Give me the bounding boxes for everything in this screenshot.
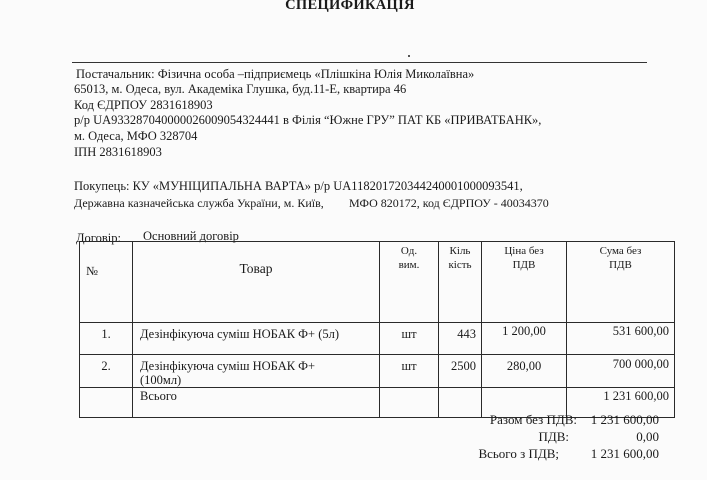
row-name-line: Дезінфікуюча суміш НОБАК Ф+ (5л) bbox=[140, 327, 340, 341]
header-num: № bbox=[80, 242, 133, 323]
total-with-vat-label: Всього з ПДВ; bbox=[478, 446, 559, 461]
supplier-ipn: ІПН 2831618903 bbox=[74, 145, 162, 159]
supplier-city-mfo: м. Одеса, МФО 328704 bbox=[74, 129, 198, 143]
row-price: 280,00 bbox=[482, 355, 567, 388]
vat-value: 0,00 bbox=[636, 429, 659, 444]
row-qty: 2500 bbox=[439, 355, 482, 388]
table-row bbox=[80, 323, 675, 355]
header-qty bbox=[439, 242, 482, 323]
total-no-vat-value: 1 231 600,00 bbox=[590, 412, 659, 427]
supplier-code: Код ЄДРПОУ 2831618903 bbox=[74, 98, 213, 112]
total-empty-qty bbox=[439, 388, 482, 418]
row-name bbox=[133, 323, 380, 355]
header-sum-2: ПДВ bbox=[609, 259, 632, 271]
row-name-line-2: (100мл) bbox=[140, 373, 182, 387]
total-label: Всього bbox=[133, 388, 380, 418]
vat-label: ПДВ: bbox=[538, 429, 569, 444]
header-name: Товар bbox=[133, 242, 380, 323]
row-sum: 531 600,00 bbox=[567, 323, 675, 355]
row-unit: шт bbox=[380, 355, 439, 388]
row-sum: 700 000,00 bbox=[567, 355, 675, 388]
header-divider bbox=[72, 62, 647, 63]
header-unit-2: вим. bbox=[398, 259, 420, 271]
document-title: СПЕЦИФИКАЦІЯ bbox=[285, 0, 415, 13]
table-header-row bbox=[80, 242, 675, 323]
total-empty-num bbox=[80, 388, 133, 418]
row-name bbox=[133, 355, 380, 388]
header-price-1: Ціна без bbox=[504, 245, 544, 257]
table-row bbox=[80, 355, 675, 388]
header-unit bbox=[380, 242, 439, 323]
total-empty-unit bbox=[380, 388, 439, 418]
row-name-line: Дезінфікуюча суміш НОБАК Ф+ bbox=[140, 359, 316, 373]
contract-label: Договір: bbox=[76, 231, 121, 245]
row-num: 1. bbox=[80, 323, 133, 355]
buyer-mfo-code: МФО 820172, код ЄДРПОУ - 40034370 bbox=[349, 196, 549, 210]
header-qty-1: Кіль bbox=[449, 245, 471, 257]
contract-value: Основний договір bbox=[143, 229, 239, 243]
table-total-row bbox=[80, 388, 675, 418]
specification-table bbox=[79, 241, 675, 418]
row-num: 2. bbox=[80, 355, 133, 388]
total-with-vat-value: 1 231 600,00 bbox=[590, 446, 659, 461]
supplier-line-1: Постачальник: Фізична особа –підприємець «Плішкіна Юлія Миколаївна» bbox=[76, 67, 475, 81]
row-unit: шт bbox=[380, 323, 439, 355]
total-sum: 1 231 600,00 bbox=[567, 388, 675, 418]
header-sum bbox=[567, 242, 675, 323]
supplier-address: 65013, м. Одеса, вул. Академіка Глушка, буд.11-Е, квартира 46 bbox=[74, 82, 407, 96]
header-price bbox=[482, 242, 567, 323]
header-unit-1: Од. bbox=[400, 245, 418, 257]
buyer-treasury: Державна казначейська служба України, м. Київ, bbox=[74, 196, 324, 210]
header-sum-1: Сума без bbox=[599, 245, 642, 257]
total-no-vat-label: Разом без ПДВ: bbox=[489, 412, 577, 427]
supplier-account: р/р UA933287040000026009054324441 в Філія “Южне ГРУ” ПАТ КБ «ПРИВАТБАНК», bbox=[74, 113, 542, 127]
header-qty-2: кість bbox=[448, 259, 472, 271]
buyer-line-1: Покупець: КУ «МУНІЦИПАЛЬНА ВАРТА» р/р UA118201720344240001000093541, bbox=[74, 179, 523, 193]
header-price-2: ПДВ bbox=[512, 259, 536, 271]
row-qty: 443 bbox=[439, 323, 482, 355]
speck bbox=[408, 55, 410, 57]
row-price: 1 200,00 bbox=[482, 323, 567, 355]
